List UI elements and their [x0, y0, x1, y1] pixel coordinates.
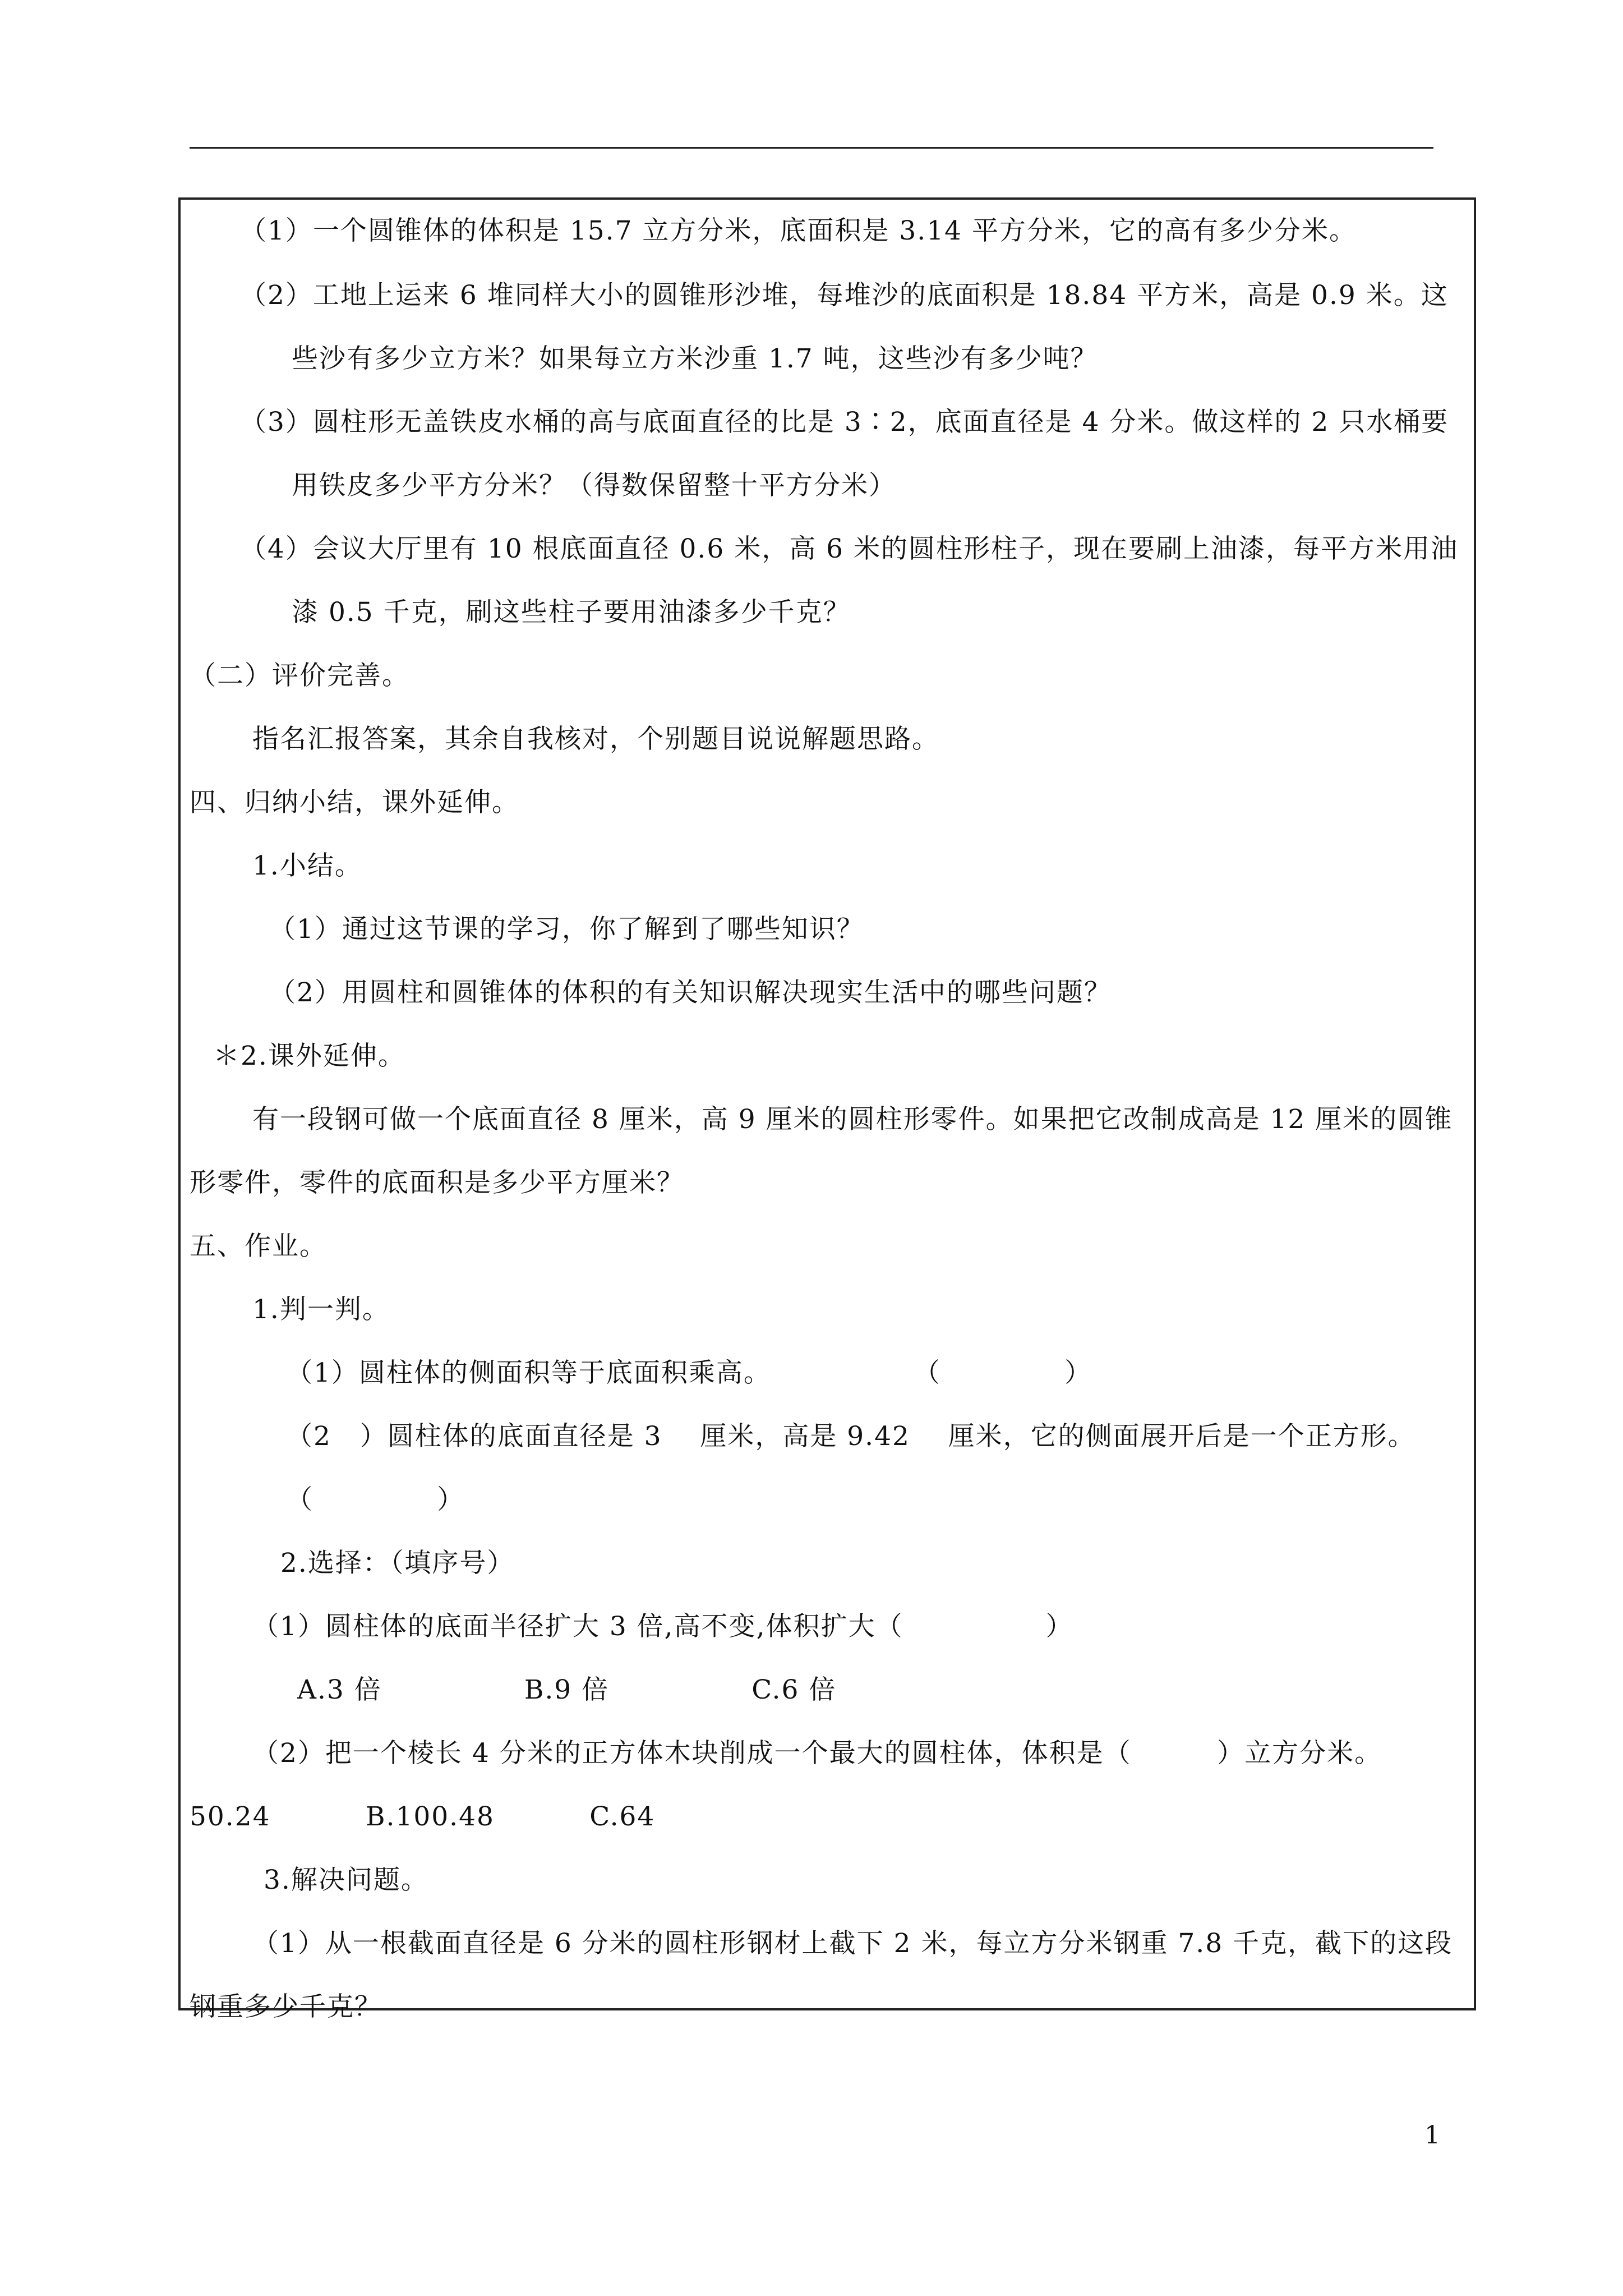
section-5-heading: 五、作业。	[190, 1231, 327, 1262]
exercise-1-4-line-1: （4）会议大厅里有 10 根底面直径 0.6 米，高 6 米的圆柱形柱子，现在要刷上油漆，每平方米用油	[240, 533, 1458, 564]
summary-question-2: （2）用圆柱和圆锥体的体积的有关知识解决现实生活中的哪些问题？	[269, 977, 1112, 1008]
judge-item-2: （2 ）圆柱体的底面直径是 3 厘米，高是 9.42 厘米，它的侧面展开后是一个正方形。	[286, 1421, 1415, 1452]
exercise-1-4-line-2: 漆 0.5 千克，刷这些柱子要用油漆多少千克？	[292, 597, 851, 628]
exercise-1-1: （1）一个圆锥体的体积是 15.7 立方分米，底面积是 3.14 平方分米，它的高有多少分米。	[240, 215, 1357, 246]
choice-item-1-options: A.3 倍 B.9 倍 C.6 倍	[297, 1674, 837, 1705]
section-4-heading: 四、归纳小结，课外延伸。	[190, 787, 519, 818]
section-evaluation-heading: （二）评价完善。	[190, 660, 409, 691]
exercise-1-3-line-1: （3）圆柱形无盖铁皮水桶的高与底面直径的比是 3∶2，底面直径是 4 分米。做这样的 2 只水桶要	[240, 407, 1449, 438]
header-rule	[190, 147, 1433, 149]
exercise-1-2-line-1: （2）工地上运来 6 堆同样大小的圆锥形沙堆，每堆沙的底面积是 18.84 平方米，高是 0.9 米。这	[240, 280, 1449, 311]
judge-item-2-answer: （ ）	[286, 1484, 465, 1515]
judge-item-1: （1）圆柱体的侧面积等于底面积乘高。 （ ）	[286, 1358, 1092, 1388]
choice-item-2: （2）把一个棱长 4 分米的正方体木块削成一个最大的圆柱体，体积是（ ）立方分米。	[252, 1738, 1382, 1769]
choice-item-1: （1）圆柱体的底面半径扩大 3 倍,高不变,体积扩大（ ）	[252, 1611, 1073, 1642]
exercise-1-2-line-2: 些沙有多少立方米？如果每立方米沙重 1.7 吨，这些沙有多少吨？	[292, 343, 1098, 374]
problem-solving-heading: 3.解决问题。	[264, 1865, 428, 1895]
summary-heading: 1.小结。	[252, 850, 362, 881]
problem-1-line-2: 钢重多少千克？	[190, 1991, 382, 2022]
summary-question-1: （1）通过这节课的学习，你了解到了哪些知识？	[269, 914, 864, 945]
choice-item-2-options: 50.24 B.100.48 C.64	[190, 1801, 656, 1832]
page-number: 1	[1424, 2121, 1440, 2150]
exercise-1-3-line-2: 用铁皮多少平方分米？（得数保留整十平方分米）	[292, 470, 896, 501]
extension-problem-line-1: 有一段钢可做一个底面直径 8 厘米，高 9 厘米的圆柱形零件。如果把它改制成高是 12 厘米的圆锥	[252, 1104, 1453, 1135]
evaluation-text: 指名汇报答案，其余自我核对，个别题目说说解题思路。	[252, 724, 939, 754]
problem-1-line-1: （1）从一根截面直径是 6 分米的圆柱形钢材上截下 2 米，每立方分米钢重 7.8 千克，截下的这段	[252, 1928, 1453, 1959]
extension-heading: ＊2.课外延伸。	[213, 1041, 405, 1071]
extension-problem-line-2: 形零件，零件的底面积是多少平方厘米？	[190, 1167, 684, 1198]
judge-heading: 1.判一判。	[252, 1294, 390, 1325]
choice-heading: 2.选择：（填序号）	[280, 1548, 515, 1579]
